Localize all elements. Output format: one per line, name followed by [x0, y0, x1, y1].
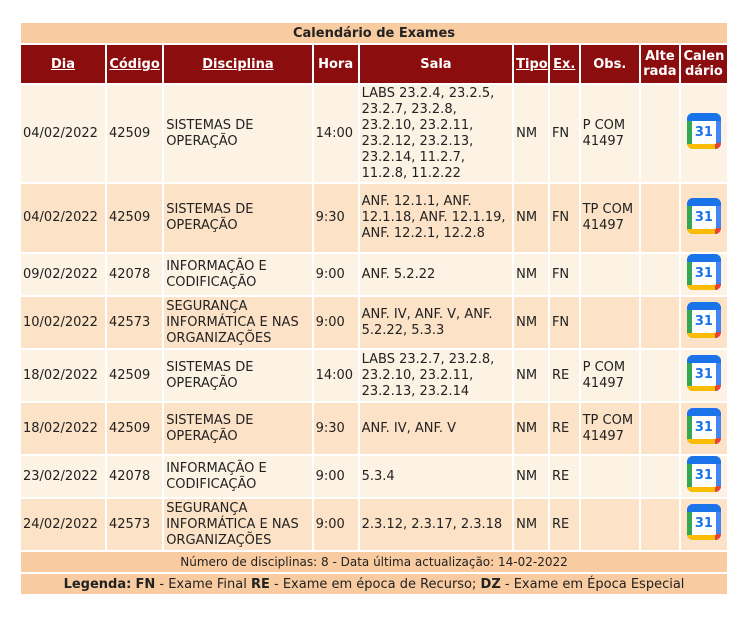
cell-alterada [641, 297, 679, 348]
cell-hora: 14:00 [314, 85, 358, 182]
google-calendar-icon[interactable] [687, 302, 721, 338]
cell-hora: 9:00 [314, 254, 358, 295]
table-caption-row [21, 23, 727, 43]
calendar-icon-number: 31 [694, 420, 713, 435]
cell-hora: 9:00 [314, 456, 358, 497]
header-alterada-line2: rada [643, 64, 677, 79]
cell-dia: 24/02/2022 [21, 499, 105, 550]
google-calendar-icon[interactable] [687, 113, 721, 149]
calendar-icon-frame [687, 504, 721, 540]
calendar-icon-bottom [687, 535, 715, 540]
legend-fn-text: - Exame Final [155, 576, 251, 592]
calendar-icon-frame [687, 456, 721, 492]
calendar-icon-bottom [687, 144, 715, 149]
cell-obs [581, 254, 639, 295]
cell-ex: FN [550, 184, 579, 252]
legend-dz-code: DZ [480, 576, 501, 592]
cell-obs [581, 297, 639, 348]
cell-obs: P COM 41497 [581, 85, 639, 182]
calendar-icon-bottom [687, 229, 715, 234]
cell-tipo: NM [514, 403, 548, 454]
google-calendar-icon[interactable] [687, 254, 721, 290]
table-caption: Calendário de Exames [21, 23, 727, 43]
cell-codigo: 42509 [107, 85, 162, 182]
table-row [21, 85, 727, 182]
cell-tipo: NM [514, 254, 548, 295]
header-obs: Obs. [581, 45, 639, 83]
cell-sala: ANF. 5.2.22 [360, 254, 513, 295]
cell-ex: FN [550, 85, 579, 182]
cell-disciplina: SISTEMAS DE OPERAÇÃO [164, 350, 311, 401]
calendar-icon-number: 31 [694, 209, 713, 225]
cell-calendario [681, 403, 727, 454]
cell-dia: 18/02/2022 [21, 350, 105, 401]
cell-codigo: 42078 [107, 456, 162, 497]
cell-obs: TP COM 41497 [581, 403, 639, 454]
calendar-icon-frame [687, 408, 721, 444]
cell-hora: 9:00 [314, 297, 358, 348]
cell-disciplina: SEGURANÇA INFORMÁTICA E NAS ORGANIZAÇÕES [164, 499, 311, 550]
calendar-icon-number: 31 [694, 266, 713, 281]
cell-tipo: NM [514, 456, 548, 497]
cell-dia: 18/02/2022 [21, 403, 105, 454]
cell-calendario [681, 184, 727, 252]
legend [21, 574, 727, 594]
legend-re-code: RE [250, 576, 270, 592]
cell-ex: RE [550, 350, 579, 401]
cell-codigo: 42078 [107, 254, 162, 295]
calendar-icon-top [687, 198, 721, 206]
cell-alterada [641, 456, 679, 497]
cell-dia: 04/02/2022 [21, 85, 105, 182]
cell-codigo: 42509 [107, 403, 162, 454]
cell-alterada [641, 403, 679, 454]
sort-by-ex-link[interactable]: Ex. [550, 45, 579, 83]
cell-sala: 2.3.12, 2.3.17, 2.3.18 [360, 499, 513, 550]
table-row [21, 350, 727, 401]
cell-alterada [641, 85, 679, 182]
legend-re-text: - Exame em época de Recurso; [269, 576, 481, 592]
calendar-icon-number: 31 [694, 314, 713, 329]
cell-disciplina: SISTEMAS DE OPERAÇÃO [164, 85, 311, 182]
cell-ex: RE [550, 456, 579, 497]
cell-disciplina: SISTEMAS DE OPERAÇÃO [164, 184, 311, 252]
cell-sala: LABS 23.2.7, 23.2.8, 23.2.10, 23.2.11, 23.2.13, 23.2.14 [360, 350, 513, 401]
cell-disciplina: SISTEMAS DE OPERAÇÃO [164, 403, 311, 454]
cell-ex: FN [550, 297, 579, 348]
header-alterada [641, 45, 679, 83]
cell-ex: RE [550, 499, 579, 550]
header-row [21, 45, 727, 83]
cell-disciplina: SEGURANÇA INFORMÁTICA E NAS ORGANIZAÇÕES [164, 297, 311, 348]
cell-tipo: NM [514, 85, 548, 182]
calendar-icon-frame [687, 355, 721, 391]
sort-by-disciplina-link[interactable]: Disciplina [164, 45, 311, 83]
calendar-icon-bottom [687, 285, 715, 290]
cell-sala: ANF. IV, ANF. V, ANF. 5.2.22, 5.3.3 [360, 297, 513, 348]
calendar-icon-top [687, 254, 721, 262]
table-row [21, 403, 727, 454]
google-calendar-icon[interactable] [687, 355, 721, 391]
cell-codigo: 42573 [107, 297, 162, 348]
calendar-icon-number: 31 [694, 468, 713, 483]
calendar-icon-top [687, 302, 721, 310]
cell-alterada [641, 350, 679, 401]
cell-calendario [681, 499, 727, 550]
sort-by-dia-link[interactable]: Dia [21, 45, 105, 83]
cell-tipo: NM [514, 350, 548, 401]
cell-hora: 9:00 [314, 499, 358, 550]
cell-alterada [641, 184, 679, 252]
cell-alterada [641, 499, 679, 550]
cell-hora: 14:00 [314, 350, 358, 401]
google-calendar-icon[interactable] [687, 504, 721, 540]
header-calendario [681, 45, 727, 83]
exam-table [19, 21, 729, 596]
cell-tipo: NM [514, 184, 548, 252]
cell-obs [581, 499, 639, 550]
header-calendario-line1: Calen [683, 49, 725, 64]
exam-calendar [19, 21, 729, 596]
table-row [21, 254, 727, 295]
cell-calendario [681, 254, 727, 295]
calendar-icon-top [687, 408, 721, 416]
table-row [21, 456, 727, 497]
cell-dia: 23/02/2022 [21, 456, 105, 497]
cell-dia: 10/02/2022 [21, 297, 105, 348]
calendar-icon-top [687, 504, 721, 512]
sort-by-codigo-link[interactable]: Código [107, 45, 162, 83]
calendar-icon-top [687, 355, 721, 363]
cell-sala: LABS 23.2.4, 23.2.5, 23.2.7, 23.2.8, 23.2.10, 23.2.11, 23.2.12, 23.2.13, 23.2.14, 11.2.7, 11.2.8, 11.2.22 [360, 85, 513, 182]
header-alterada-line1: Alte [645, 49, 675, 64]
cell-ex: RE [550, 403, 579, 454]
cell-sala: ANF. 12.1.1, ANF. 12.1.18, ANF. 12.1.19, ANF. 12.2.1, 12.2.8 [360, 184, 513, 252]
cell-tipo: NM [514, 297, 548, 348]
legend-prefix: Legenda: [63, 576, 132, 592]
legend-fn-code: FN [135, 576, 156, 592]
cell-sala: 5.3.4 [360, 456, 513, 497]
cell-alterada [641, 254, 679, 295]
cell-dia: 04/02/2022 [21, 184, 105, 252]
calendar-icon-frame [687, 113, 721, 149]
cell-codigo: 42509 [107, 184, 162, 252]
cell-disciplina: INFORMAÇÃO E CODIFICAÇÃO [164, 254, 311, 295]
cell-obs [581, 456, 639, 497]
calendar-icon-frame [687, 254, 721, 290]
calendar-icon-bottom [687, 439, 715, 444]
cell-codigo: 42509 [107, 350, 162, 401]
cell-obs: P COM 41497 [581, 350, 639, 401]
calendar-icon-frame [687, 198, 721, 234]
cell-ex: FN [550, 254, 579, 295]
cell-hora: 9:30 [314, 403, 358, 454]
cell-tipo: NM [514, 499, 548, 550]
table-row [21, 499, 727, 550]
cell-disciplina: INFORMAÇÃO E CODIFICAÇÃO [164, 456, 311, 497]
header-sala: Sala [360, 45, 513, 83]
calendar-icon-number: 31 [694, 516, 713, 531]
footer-row [21, 552, 727, 572]
cell-codigo: 42573 [107, 499, 162, 550]
calendar-icon-bottom [687, 333, 715, 338]
cell-sala: ANF. IV, ANF. V [360, 403, 513, 454]
exam-rows [21, 85, 727, 550]
calendar-icon-number: 31 [694, 367, 713, 382]
table-row [21, 184, 727, 252]
header-calendario-line2: dário [684, 64, 723, 79]
sort-by-tipo-link[interactable]: Tipo [514, 45, 548, 83]
header-hora: Hora [314, 45, 358, 83]
cell-obs: TP COM 41497 [581, 184, 639, 252]
calendar-icon-frame [687, 302, 721, 338]
google-calendar-icon[interactable] [687, 198, 721, 234]
cell-calendario [681, 297, 727, 348]
google-calendar-icon[interactable] [687, 456, 721, 492]
cell-calendario [681, 456, 727, 497]
cell-calendario [681, 85, 727, 182]
table-row [21, 297, 727, 348]
legend-row [21, 574, 727, 594]
cell-calendario [681, 350, 727, 401]
calendar-icon-number: 31 [694, 125, 713, 140]
calendar-icon-top [687, 113, 721, 121]
cell-dia: 09/02/2022 [21, 254, 105, 295]
calendar-icon-top [687, 456, 721, 464]
calendar-icon-bottom [687, 487, 715, 492]
calendar-icon-bottom [687, 386, 715, 391]
legend-dz-text: - Exame em Época Especial [500, 576, 685, 592]
google-calendar-icon[interactable] [687, 408, 721, 444]
footer-summary: Número de disciplinas: 8 - Data última actualização: 14-02-2022 [21, 552, 727, 572]
cell-hora: 9:30 [314, 184, 358, 252]
